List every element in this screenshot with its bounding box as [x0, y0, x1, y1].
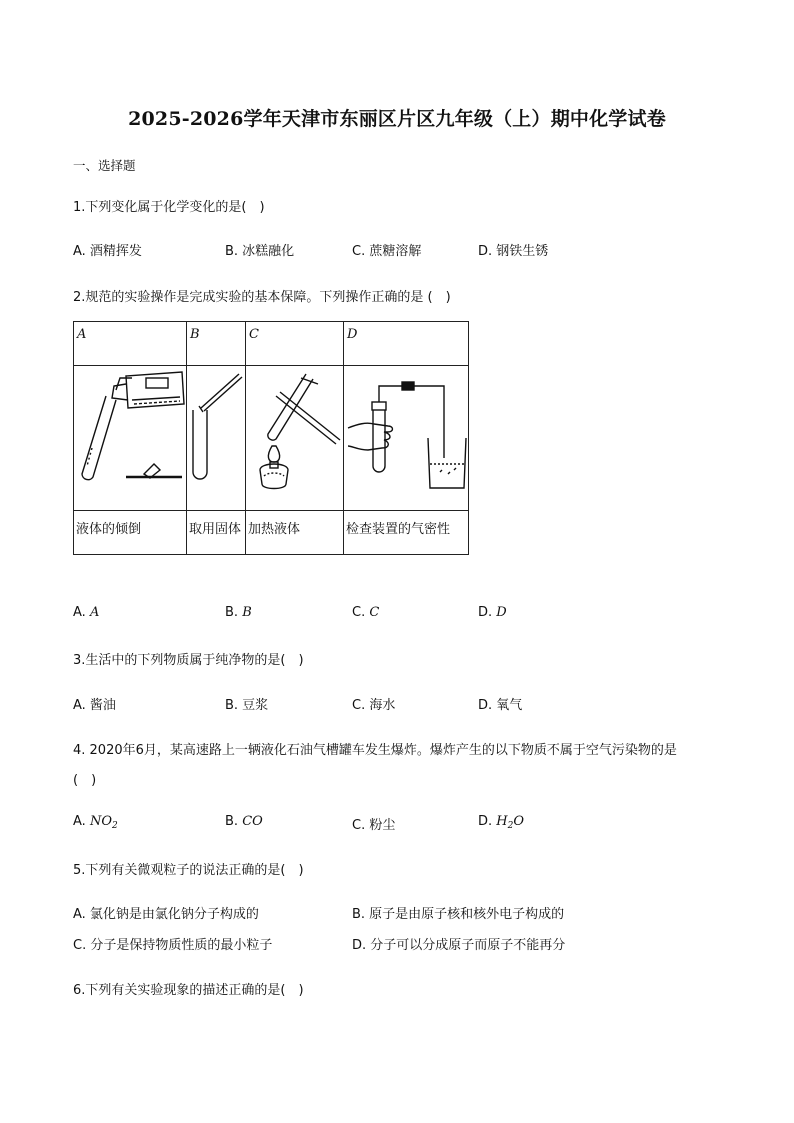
- heat-liquid-illustration: [246, 366, 344, 511]
- question-5-stem: 5.下列有关微观粒子的说法正确的是( ): [73, 863, 304, 878]
- lab-operations-table: [73, 321, 469, 555]
- q3-option-d: D. 氧气: [478, 698, 523, 713]
- question-4-stem: 4. 2020年6月，某高速路上一辆液化石油气槽罐车发生爆炸。爆炸产生的以下物质不属于空气污染物的是: [73, 743, 677, 758]
- q3-option-b: B. 豆浆: [225, 698, 269, 713]
- q4-option-b: B. CO: [225, 814, 263, 829]
- q1-option-d: D. 钢铁生锈: [478, 244, 549, 259]
- q3-option-c: C. 海水: [352, 698, 396, 713]
- q2-option-b: B. B: [225, 605, 252, 620]
- table-header-c: C: [246, 322, 344, 366]
- q2-option-d: D. D: [478, 605, 507, 620]
- q5-option-c: C. 分子是保持物质性质的最小粒子: [73, 938, 273, 953]
- q4-option-a: A. $NO_2$: [73, 814, 118, 831]
- q2-option-c: C. C: [352, 605, 380, 620]
- pour-liquid-illustration: [74, 366, 187, 511]
- q1-option-c: C. 蔗糖溶解: [352, 244, 422, 259]
- section-heading: 一、选择题: [73, 158, 136, 173]
- caption-c: 加热液体: [246, 511, 344, 555]
- q5-option-d: D. 分子可以分成原子而原子不能再分: [352, 938, 566, 953]
- question-1-stem: 1.下列变化属于化学变化的是( ): [73, 200, 265, 215]
- q4-option-c: C. 粉尘: [352, 818, 396, 833]
- airtightness-check-illustration: [344, 366, 469, 511]
- caption-a: 液体的倾倒: [74, 511, 187, 555]
- q3-option-a: A. 酱油: [73, 698, 116, 713]
- q5-option-a: A. 氯化钠是由氯化钠分子构成的: [73, 907, 259, 922]
- q5-option-b: B. 原子是由原子核和核外电子构成的: [352, 907, 565, 922]
- q2-option-a: A. A: [73, 605, 100, 620]
- page-title: 2025-2026学年天津市东丽区片区九年级（上）期中化学试卷: [128, 108, 666, 130]
- caption-d: 检查装置的气密性: [344, 511, 469, 555]
- question-6-stem: 6.下列有关实验现象的描述正确的是( ): [73, 983, 304, 998]
- take-solid-illustration: [187, 366, 246, 511]
- q1-option-b: B. 冰糕融化: [225, 244, 295, 259]
- table-header-a: A: [74, 322, 187, 366]
- table-header-b: B: [187, 322, 246, 366]
- question-3-stem: 3.生活中的下列物质属于纯净物的是( ): [73, 653, 304, 668]
- table-header-d: D: [344, 322, 469, 366]
- caption-b: 取用固体: [187, 511, 246, 555]
- question-2-stem: 2.规范的实验操作是完成实验的基本保障。下列操作正确的是 ( ): [73, 290, 451, 305]
- q4-option-d: D. $H_2O$: [478, 814, 525, 831]
- question-4-stem-continued: ( ): [73, 773, 97, 788]
- q1-option-a: A. 酒精挥发: [73, 244, 142, 259]
